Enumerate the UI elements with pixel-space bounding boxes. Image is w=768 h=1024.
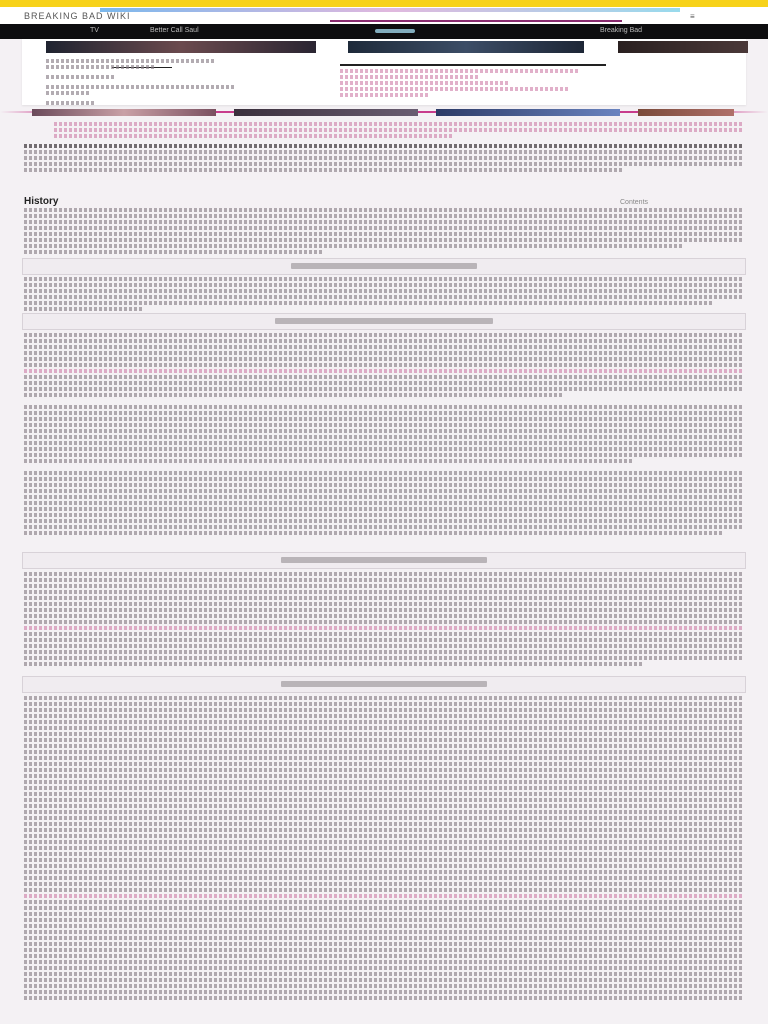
history-paragraph-1: [24, 208, 744, 256]
nav-item-bb[interactable]: Breaking Bad: [600, 27, 643, 34]
gallery-image-4[interactable]: [638, 109, 734, 116]
card-divider-rule: [340, 64, 606, 66]
section-divider-4[interactable]: [22, 676, 746, 693]
nav-logo-icon[interactable]: [375, 29, 415, 33]
site-header: [0, 7, 768, 25]
section-divider-2[interactable]: [22, 313, 746, 330]
featured-card: [22, 39, 746, 105]
section-heading-history: History: [24, 196, 59, 207]
history-paragraph-5: [24, 696, 744, 1002]
gallery-image-2[interactable]: [234, 109, 418, 116]
history-paragraph-4: [24, 572, 744, 668]
top-color-strip: [0, 0, 768, 7]
main-nav: [0, 24, 768, 39]
intro-paragraph: [24, 122, 744, 174]
hamburger-menu-icon[interactable]: ≡: [690, 12, 695, 21]
gallery-image-3[interactable]: [436, 109, 620, 116]
featured-thumbnail-2[interactable]: [348, 41, 584, 53]
wiki-title[interactable]: BREAKING BAD WIKI: [24, 11, 131, 21]
section-divider-1[interactable]: [22, 258, 746, 275]
nav-item-tv[interactable]: TV: [90, 27, 99, 34]
card-text-left: [46, 59, 306, 107]
history-paragraph-3: [24, 333, 744, 537]
gallery-image-1[interactable]: [32, 109, 216, 116]
header-banner-image: [100, 8, 680, 12]
contents-link[interactable]: Contents: [620, 199, 649, 206]
header-accent-line: [330, 20, 622, 22]
history-paragraph-2: [24, 277, 744, 313]
nav-item-bcs[interactable]: Better Call Saul: [150, 27, 199, 34]
card-text-right: [340, 69, 600, 99]
section-divider-3[interactable]: [22, 552, 746, 569]
featured-thumbnail-3[interactable]: [618, 41, 748, 53]
featured-thumbnail-1[interactable]: [46, 41, 316, 53]
